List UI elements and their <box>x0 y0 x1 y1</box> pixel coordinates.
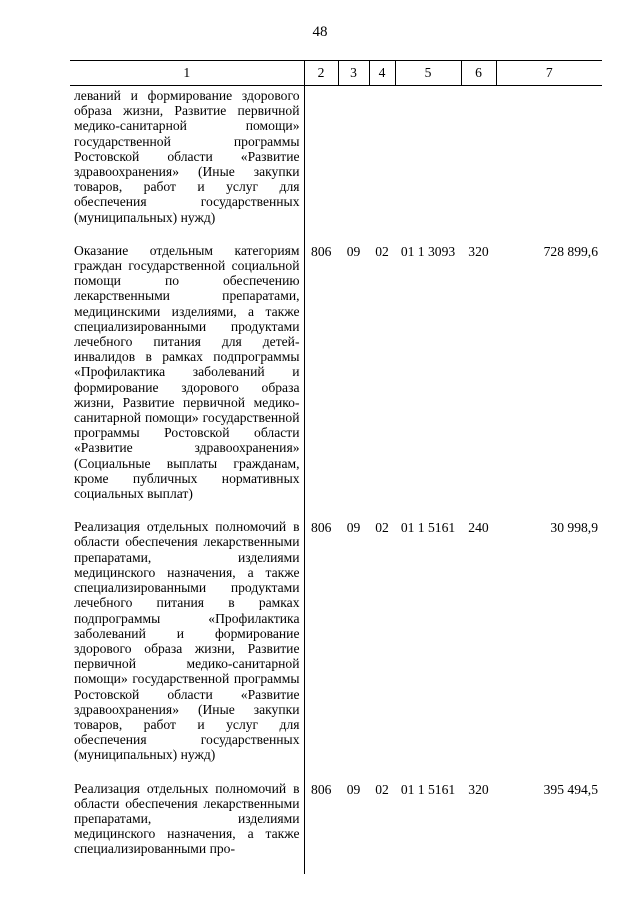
cell-target-article: 01 1 3093 <box>400 243 456 259</box>
page-number: 48 <box>312 24 328 40</box>
table-row <box>70 780 602 874</box>
cell-amount: 395 494,5 <box>543 781 598 797</box>
cell-amount: 728 899,6 <box>543 243 598 259</box>
row-description: Оказание отдельным категориям граждан государственной социальной помощи по обеспечению лекарственными препаратами, медицинскими изделиями, а также специализированными продуктами лечебного питания для детей-инвалидов в рамках подпрограммы «Профилактика заболеваний и формирование здорового образа жизни, Развитие первичной медико-санитарной помощи» государственной программы Ростовской области «Развитие здравоохранения» (Социальные выплаты гражданам, кроме публичных нормативных социальных выплат) <box>70 242 304 518</box>
cell-section: 09 <box>346 520 361 536</box>
column-header-2: 2 <box>304 61 338 86</box>
table-header <box>70 61 602 86</box>
cell-section <box>338 86 369 242</box>
cell-expense-type: 240 <box>468 520 489 536</box>
cell-amount <box>496 86 602 242</box>
column-header-5: 5 <box>395 61 461 86</box>
cell-target-article: 01 1 5161 <box>400 781 456 797</box>
cell-subsection: 02 <box>375 520 389 536</box>
column-header-6: 6 <box>461 61 496 86</box>
row-description: Реализация отдельных полномочий в области обеспечения лекарственными препаратами, изделиями медицинского назначения, а также специализированными продуктами лечебного питания в рамках подпрограммы «Профилактика заболеваний и формирование здорового образа жизни, Развитие первичной медико-санитарной помощи» государственной программы Ростовской области «Развитие здравоохранения» (Иные закупки товаров, работ и услуг для обеспечения государственных (муниципальных) нужд) <box>70 518 304 779</box>
cell-ministry <box>304 86 338 242</box>
cell-expense-type <box>461 86 496 242</box>
column-header-4: 4 <box>369 61 395 86</box>
table-row <box>70 86 602 242</box>
cell-target-article <box>395 86 461 242</box>
cell-amount: 30 998,9 <box>550 520 598 536</box>
cell-ministry: 806 <box>311 781 332 797</box>
cell-subsection: 02 <box>375 243 389 259</box>
cell-ministry: 806 <box>311 520 332 536</box>
column-header-3: 3 <box>338 61 369 86</box>
cell-expense-type: 320 <box>468 243 489 259</box>
column-header-7: 7 <box>496 61 602 86</box>
cell-expense-type: 320 <box>468 781 489 797</box>
budget-table <box>70 60 602 874</box>
table-row <box>70 518 602 779</box>
cell-section: 09 <box>346 781 361 797</box>
column-header-1: 1 <box>70 61 304 86</box>
table-row <box>70 242 602 518</box>
cell-subsection <box>369 86 395 242</box>
row-description: леваний и формирование здорового образа жизни, Развитие первичной медико-санитарной помощи» государственной программы Ростовской области «Развитие здравоохранения» (Иные закупки товаров, работ и услуг для обеспечения государственных (муниципальных) нужд) <box>70 86 304 242</box>
cell-target-article: 01 1 5161 <box>400 520 456 536</box>
cell-ministry: 806 <box>311 243 332 259</box>
cell-section: 09 <box>346 243 361 259</box>
cell-subsection: 02 <box>375 781 389 797</box>
row-description: Реализация отдельных полномочий в области обеспечения лекарственными препаратами, изделиями медицинского назначения, а также специализированными про- <box>70 780 304 874</box>
